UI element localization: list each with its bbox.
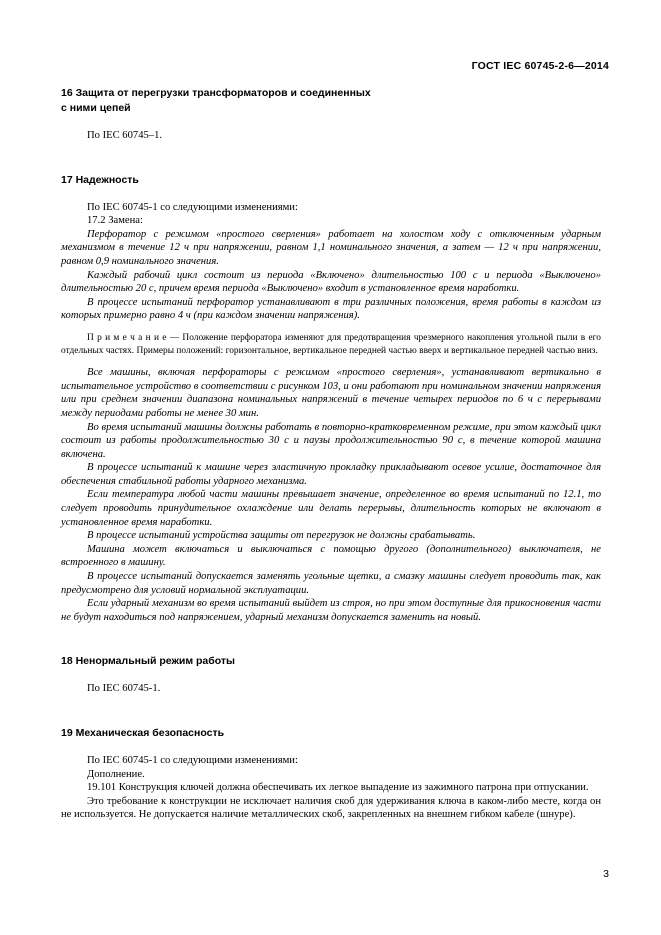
note-paragraph: П р и м е ч а н и е — Положение перфоратора изменяют для предотвращения чрезмерного накопления угольной пыли в его отдельных частях. Примеры положений: горизонтальное, вертикальное передней частью вверх и вертикальное передней частью вниз. (61, 332, 601, 356)
section-heading-16-line2: с ними цепей (61, 102, 131, 114)
paragraph: По IEC 60745-1 со следующими изменениями: (87, 201, 298, 213)
document-body (61, 86, 601, 822)
section-heading-17: 17 Надежность (61, 173, 139, 186)
page-header: ГОСТ IEC 60745-2-6—2014 (471, 60, 609, 72)
paragraph: По IEC 60745-1 со следующими изменениями: (87, 755, 298, 766)
paragraph: По IEC 60745–1. (87, 130, 163, 141)
paragraph: Машина может включаться и выключаться с помощью другого (дополнительного) выключателя, не встроенного в машину. (61, 543, 601, 569)
page-number: 3 (603, 868, 609, 880)
paragraph: В процессе испытаний к машине через эластичную прокладку прикладывают осевое усилие, достаточное для обеспечения стабильной работы ударного механизма. (61, 462, 601, 487)
paragraph: Если температура любой части машины превышает значение, определенное во время испытаний по 12.1, то следует проводить принудительное охлаждение или делать перерывы, длительность которых не включают в установленное время наработки. (61, 489, 601, 528)
paragraph: Если ударный механизм во время испытаний выйдет из строя, но при этом доступные для прикосновения части не будут находиться под напряжением, ударный механизм допускается заменить на новый. (61, 598, 601, 623)
paragraph: По IEC 60745-1. (87, 683, 161, 695)
paragraph: Во время испытаний машины должны работать в повторно-кратковременном режиме, при этом каждый цикл состоит из работы продолжительностью 30 с и паузы продолжительностью 90 с, в течение которой машина включена. (61, 421, 601, 460)
paragraph: Дополнение. (87, 768, 145, 780)
paragraph: Перфоратор с режимом «простого сверления» работает на холостом ходу с отключенным ударным механизмом в течение 12 ч при напряжении, равном 1,1 номинального значения, а затем — 12 ч при напряжении, равном 0,9 номинального значения. (61, 228, 601, 267)
paragraph: В процессе испытаний допускается заменять угольные щетки, а смазку машины следует проводить так, как предусмотрено для условий нормальной эксплуатации. (61, 571, 601, 596)
paragraph: Все машины, включая перфораторы с режимом «простого сверления», устанавливают вертикально в испытательное устройство в соответствии с рисунком 103, и они работают при номинальном значении напряжения или при среднем значении диапазона номинальных напряжений в течение четырех периодов по 6 ч с перерывами между периодами работы не менее 30 мин. (61, 367, 601, 419)
paragraph: Каждый рабочий цикл состоит из периода «Включено» длительностью 100 с и периода «Выключено» длительностью 20 с, причем время периода «Выключено» входит в установленное время наработки. (61, 269, 601, 295)
paragraph: В процессе испытаний перфоратор устанавливают в три различных положения, время работы в каждом из которых примерно равно 4 ч (при каждом значении напряжения). (61, 296, 601, 322)
paragraph: В процессе испытаний устройства защиты от перегрузок не должны срабатывать. (87, 530, 476, 542)
section-heading-16: 16 Защита от перегрузки трансформаторов и соединенных (61, 87, 371, 99)
paragraph: Это требование к конструкции не исключает наличия скоб для удерживания ключа в каком-либо месте, когда он не используется. Не допускается наличие металлических скоб, закрепленных на внешнем гибком кабеле (шнуре). (61, 795, 601, 821)
section-heading-18: 18 Ненормальный режим работы (61, 655, 236, 668)
paragraph: 19.101 Конструкция ключей должна обеспечивать их легкое выпадение из зажимного патрона при отпускании. (87, 782, 589, 794)
section-heading-19: 19 Механическая безопасность (61, 727, 225, 739)
paragraph: 17.2 Замена: (87, 215, 143, 227)
